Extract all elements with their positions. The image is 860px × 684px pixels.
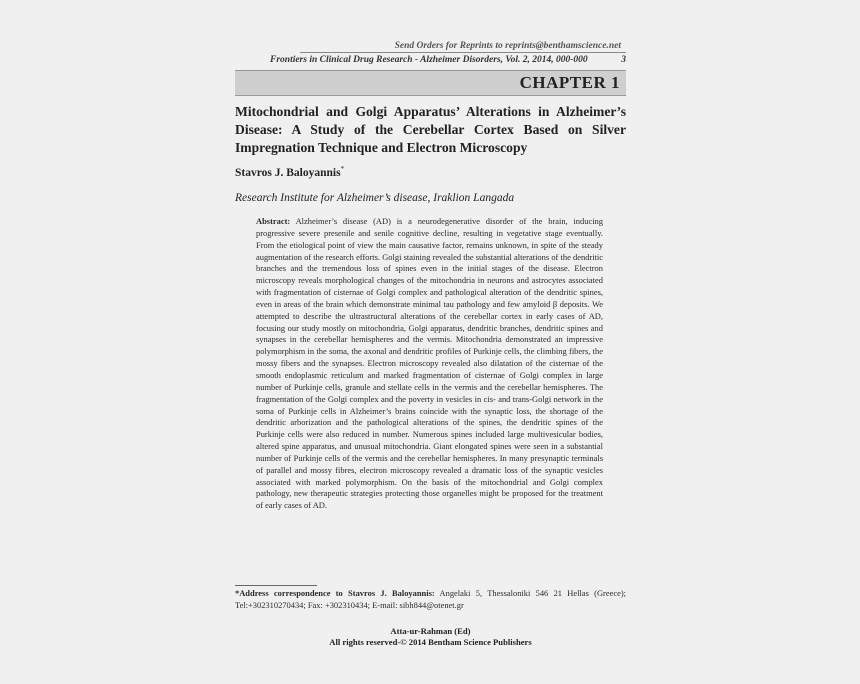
journal-citation: Frontiers in Clinical Drug Research - Alzheimer Disorders, Vol. 2, 2014, 000-000 (270, 55, 588, 65)
abstract-text: Alzheimer’s disease (AD) is a neurodegenerative disorder of the brain, inducing progressive severe presenile and senile cognitive decline, resulting in vegetative stage eventually. From the etiological point of view the main causative factor, remains unknown, in spite of the steady augmentation of the research efforts. Golgi staining revealed the substantial alterations of the dendritic branches and the tremendous loss of spines even in the initial stages of the disease. Electron microscopy reveals morphological changes of the mitochondria in neurons and astrocytes associated with fragmentation of cisternae of Golgi complex and pathological alteration of the dendritic spines, even in areas of the brain which demonstrate minimal tau pathology and few amyloid β deposits. We attempted to describe the ultrastructural alterations of the cerebellar cortex in early cases of AD, focusing our study mostly on mitochondria, Golgi apparatus, dendritic branches, dendritic spines and synapses in the cerebellar hemispheres and the vermis. Mitochondria demonstrated an impressive polymorphism in the soma, the axonal and dendritic profiles of Purkinje cells, the climbing fibers, the mossy fibers and the synapses. Electron microscopy revealed also dilatation of the cisternae of the smooth endoplasmic reticulum and marked fragmentation of cisternae of Golgi complex in large number of Purkinje cells, granule and stellate cells in the vermis and the cerebellar hemispheres. The fragmentation of the Golgi complex and the poverty in vesicles in cis- and trans-Golgi network in the soma of Purkinje cells in Alzheimer’s brains coincide with the synaptic loss, the shortage of the dendritic arborization and the pathological alterations of the spines, the dendritic spines of the Purkinje cells were also reduced in number. Numerous spines included large multivesicular bodies, altered spine apparatus, and unusual mitochondria. Giant elongated spines were seen in a substantial number of Purkinje cells of the vermis and the cerebellar hemispheres. In many presynaptic terminals of parallel and mossy fibres, electron microscopy revealed a dramatic loss of the synaptic vesicles associated with marked polymorphism. On the basis of the mitochondrial and Golgi complex pathology, new therapeutic strategies protecting those organelles might be proposed for the treatment of early cases of AD. (256, 216, 603, 511)
running-head (270, 55, 626, 65)
footnote-label: *Address correspondence to Stavros J. Baloyannis: (235, 588, 435, 598)
editor-name: Atta-ur-Rahman (Ed) (390, 626, 471, 636)
author-name: Stavros J. Baloyannis (235, 166, 341, 179)
footnote-rule (235, 585, 317, 586)
author-line (235, 165, 344, 179)
paper-title: Mitochondrial and Golgi Apparatus’ Alterations in Alzheimer’s Disease: A Study of the Cerebellar Cortex Based on Silver Impregnation Technique and Electron Microscopy (235, 104, 626, 155)
correspondence-footnote (235, 588, 626, 611)
author-marker: * (340, 165, 345, 173)
chapter-label: CHAPTER 1 (519, 73, 620, 92)
abstract-label: Abstract: (256, 216, 291, 226)
footnote-text: Angelaki 5, Thessaloniki 546 21 Hellas (Greece); Tel:+302310270434; Fax: +302310434; E-mail: sibh844@otenet.gr (235, 588, 626, 610)
editor-credit (235, 626, 626, 648)
page-number: 3 (621, 55, 626, 65)
chapter-banner (235, 70, 626, 96)
abstract (256, 216, 603, 512)
copyright-line: All rights reserved-© 2014 Bentham Science Publishers (329, 637, 532, 647)
reprints-note: Send Orders for Reprints to reprints@benthamscience.net (394, 41, 621, 51)
author-affiliation: Research Institute for Alzheimer’s disease, Iraklion Langada (235, 192, 515, 204)
header-rule (300, 52, 626, 53)
